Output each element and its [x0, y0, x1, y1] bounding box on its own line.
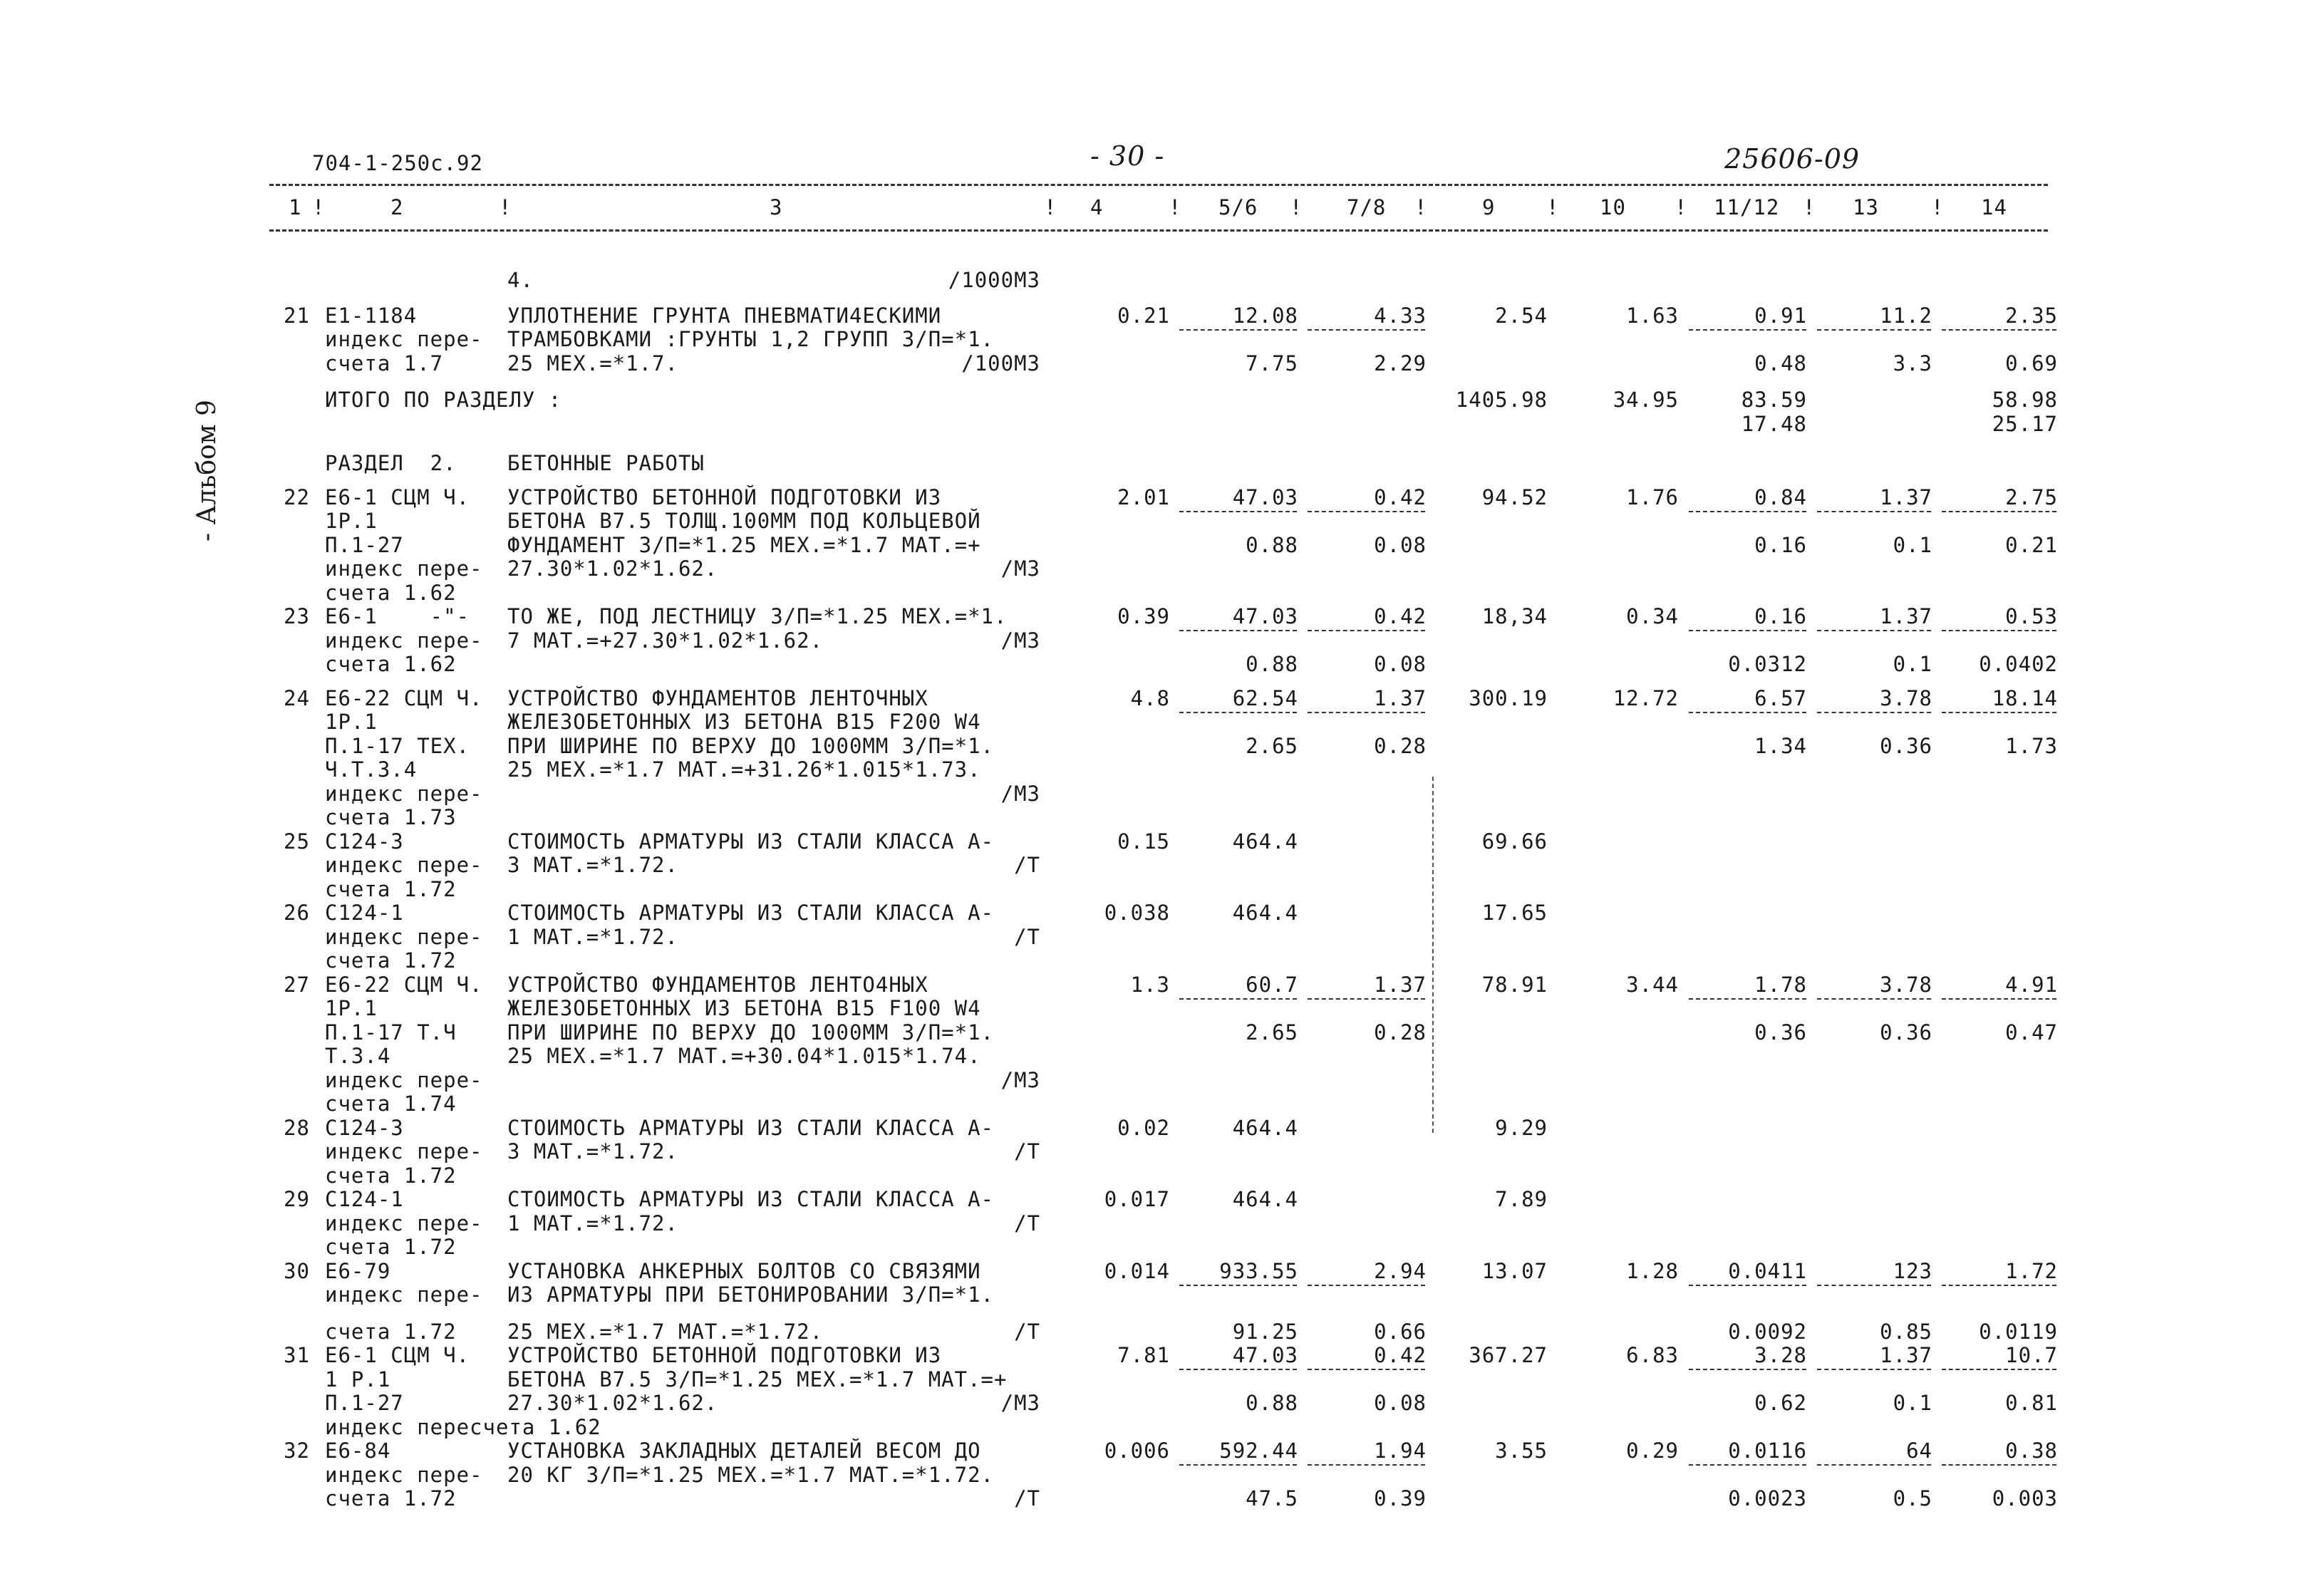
labor-total-cell: 0.38 [2005, 1439, 2058, 1463]
code-cell: ИТОГО ПО РАЗДЕЛУ : [325, 388, 562, 412]
description-cell: ЖЕЛЕЗОБЕТОННЫХ ИЗ БЕТОНА В15 F200 W4 [507, 710, 981, 734]
machine-total-cell: 0.0411 [1728, 1258, 1807, 1283]
column-separator: ! [1414, 195, 1428, 219]
row-number: 29 [284, 1187, 310, 1211]
description-cell: 20 КГ З/П=*1.25 МЕХ.=*1.7 МАТ.=*1.72. [507, 1462, 995, 1487]
unit-cost-cell: 2.65 [1246, 733, 1298, 758]
machine-cost-cell: 0.42 [1374, 1343, 1427, 1367]
description-cell: ПРИ ШИРИНЕ ПО ВЕРХУ ДО 1000ММ З/П=*1. [507, 1020, 995, 1045]
unit-cell: /М3 [1000, 1391, 1040, 1415]
description-cell: 25 МЕХ.=*1.7 МАТ.=*1.72. [507, 1319, 824, 1344]
fraction-rule [1308, 1369, 1425, 1370]
labor-total-cell: 0.003 [1992, 1486, 2058, 1510]
code-cell: Ч.Т.3.4 [325, 757, 418, 782]
machine-cost-cell: 0.42 [1374, 604, 1427, 628]
fraction-rule [1942, 712, 2056, 713]
fraction-rule [1308, 329, 1425, 331]
machine-total-cell: 17.48 [1741, 411, 1807, 436]
description-cell: СТОИМОСТЬ АРМАТУРЫ ИЗ СТАЛИ КЛАССА А- [507, 901, 995, 925]
description-cell: 1 МАТ.=*1.72. [507, 1211, 678, 1235]
row-number: 23 [284, 604, 310, 628]
unit-cell: /М3 [1000, 628, 1040, 653]
unit-cell: /Т [1014, 853, 1040, 877]
fraction-rule [1942, 329, 2056, 331]
code-cell: индекс пере- [325, 556, 483, 581]
labor-cell: 1.37 [1880, 604, 1932, 628]
code-cell: 1 Р.1 [325, 1367, 391, 1392]
description-cell: УСТРОЙСТВО БЕТОННОЙ ПОДГОТОВКИ ИЗ [507, 1343, 942, 1367]
fraction-rule [1179, 511, 1297, 512]
code-cell: Е6-22 СЦМ Ч. [325, 972, 483, 997]
code-cell: Е6-1 СЦМ Ч. [325, 1343, 470, 1367]
column-header-14: 14 [1981, 195, 2007, 219]
salary-cell: 1.28 [1626, 1258, 1679, 1283]
header-rule-bottom [269, 229, 2048, 232]
fraction-rule [1308, 712, 1425, 713]
fraction-rule [1817, 998, 1931, 1000]
column-separator: ! [1044, 195, 1057, 219]
unit-cost-cell: 464.4 [1232, 1187, 1298, 1211]
fraction-rule [1179, 998, 1297, 1000]
fraction-rule [1689, 1285, 1806, 1286]
description-cell: 25 МЕХ.=*1.7. [507, 351, 678, 375]
unit-cell: /М3 [1000, 781, 1040, 806]
description-cell: 25 МЕХ.=*1.7 МАТ.=+31.26*1.015*1.73. [507, 757, 981, 782]
total-cost-cell: 94.52 [1481, 484, 1548, 509]
machine-cost-cell: 0.42 [1374, 484, 1427, 509]
labor-cell: 0.1 [1893, 652, 1932, 676]
code-cell: Е1-1184 [325, 303, 418, 328]
machine-total-cell: 0.62 [1754, 1391, 1807, 1415]
labor-total-cell: 0.81 [2005, 1391, 2058, 1415]
total-cost-cell: 1405.98 [1455, 388, 1548, 412]
fraction-rule [1817, 511, 1931, 512]
labor-total-cell: 10.7 [2005, 1343, 2058, 1367]
fraction-rule [1179, 1464, 1297, 1466]
machine-cost-cell: 1.37 [1374, 685, 1427, 710]
code-cell: 1Р.1 [325, 509, 378, 533]
labor-total-cell: 0.0119 [1979, 1319, 2058, 1344]
labor-cell: 11.2 [1880, 303, 1932, 328]
code-cell: Т.3.4 [325, 1044, 391, 1068]
description-cell: УСТРОЙСТВО ФУНДАМЕНТОВ ЛЕНТОЧНЫХ [507, 685, 928, 710]
machine-cost-cell: 0.08 [1374, 652, 1427, 676]
column-header-2: 2 [390, 195, 404, 219]
total-cost-cell: 17.65 [1481, 901, 1548, 925]
code-cell: Е6-1 -"- [325, 604, 470, 628]
column-header-4: 4 [1090, 195, 1104, 219]
unit-cost-cell: 47.03 [1232, 484, 1298, 509]
total-cost-cell: 2.54 [1495, 303, 1548, 328]
unit-cost-cell: 47.03 [1232, 1343, 1298, 1367]
labor-cell: 0.1 [1893, 532, 1932, 557]
total-cost-cell: 7.89 [1495, 1187, 1548, 1211]
labor-cell: 3.78 [1880, 685, 1932, 710]
fraction-rule [1179, 630, 1297, 631]
column-header-13: 13 [1853, 195, 1879, 219]
code-cell: Е6-84 [325, 1439, 391, 1463]
machine-total-cell: 83.59 [1741, 388, 1807, 412]
quantity-cell: 0.39 [1117, 604, 1170, 628]
code-cell: Е6-1 СЦМ Ч. [325, 484, 470, 509]
fraction-rule [1817, 712, 1931, 713]
fraction-rule [1179, 712, 1297, 713]
column-header-10: 10 [1600, 195, 1626, 219]
labor-cell: 1.37 [1880, 484, 1932, 509]
machine-cost-cell: 1.94 [1374, 1439, 1427, 1463]
quantity-cell: 0.15 [1117, 829, 1170, 854]
unit-cost-cell: 62.54 [1232, 685, 1298, 710]
total-cost-cell: 18,34 [1481, 604, 1548, 628]
description-cell: 27.30*1.02*1.62. [507, 1391, 718, 1415]
salary-cell: 0.29 [1626, 1439, 1679, 1463]
album-side-label: - Альбом 9 [192, 399, 222, 542]
code-cell: счета 1.62 [325, 652, 457, 676]
code-cell: счета 1.62 [325, 580, 457, 605]
unit-cell: /М3 [1000, 1067, 1040, 1092]
description-cell: БЕТОНА В7.5 З/П=*1.25 МЕХ.=*1.7 МАТ.=+ [507, 1367, 1008, 1392]
machine-cost-cell: 0.08 [1374, 1391, 1427, 1415]
description-cell: ТО ЖЕ, ПОД ЛЕСТНИЦУ З/П=*1.25 МЕХ.=*1. [507, 604, 1008, 628]
labor-total-cell: 25.17 [1992, 411, 2058, 436]
code-cell: 1Р.1 [325, 996, 378, 1020]
unit-cost-cell: 12.08 [1232, 303, 1298, 328]
description-cell: УПЛОТНЕНИЕ ГРУНТА ПНЕВМАТИ4ЕСКИМИ [507, 303, 942, 328]
description-cell: УСТАНОВКА АНКЕРНЫХ БОЛТОВ СО СВЯЗЯМИ [507, 1258, 981, 1283]
row-number: 25 [284, 829, 310, 854]
machine-total-cell: 0.0116 [1728, 1439, 1807, 1463]
salary-cell: 0.34 [1626, 604, 1679, 628]
unit-cell: /Т [1014, 1139, 1040, 1164]
labor-total-cell: 0.0402 [1979, 652, 2058, 676]
quantity-cell: 0.006 [1104, 1439, 1170, 1463]
column-header-5-6: 5/6 [1218, 195, 1258, 219]
column-header-7-8: 7/8 [1347, 195, 1387, 219]
labor-total-cell: 0.21 [2005, 532, 2058, 557]
salary-cell: 12.72 [1613, 685, 1679, 710]
fraction-rule [1942, 1464, 2056, 1466]
total-cost-cell: 13.07 [1481, 1258, 1548, 1283]
code-cell: индекс пере- [325, 853, 483, 877]
total-cost-cell: 367.27 [1469, 1343, 1548, 1367]
fraction-rule [1179, 1369, 1297, 1370]
machine-cost-cell: 0.28 [1374, 1020, 1427, 1045]
machine-cost-cell: 2.29 [1374, 351, 1427, 375]
code-cell: П.1-27 [325, 532, 404, 557]
fraction-rule [1817, 1285, 1931, 1286]
quantity-cell: 0.038 [1104, 901, 1170, 925]
row-number: 31 [284, 1343, 310, 1367]
row-number: 22 [284, 484, 310, 509]
quantity-cell: 0.014 [1104, 1258, 1170, 1283]
labor-cell: 0.36 [1880, 1020, 1932, 1045]
fraction-rule [1689, 329, 1806, 331]
labor-total-cell: 18.14 [1992, 685, 2058, 710]
description-cell: БЕТОНА В7.5 ТОЛЩ.100ММ ПОД КОЛЬЦЕВОЙ [507, 509, 981, 533]
code-cell: счета 1.72 [325, 948, 457, 973]
description-cell: ЖЕЛЕЗОБЕТОННЫХ ИЗ БЕТОНА В15 F100 W4 [507, 996, 981, 1020]
column-header-9: 9 [1482, 195, 1496, 219]
unit-cost-cell: 60.7 [1246, 972, 1298, 997]
row-number: 30 [284, 1258, 310, 1283]
document-code: 704-1-250с.92 [312, 151, 483, 175]
description-cell: СТОИМОСТЬ АРМАТУРЫ ИЗ СТАЛИ КЛАССА А- [507, 1187, 995, 1211]
code-cell: индекс пере- [325, 781, 483, 806]
code-cell: счета 1.72 [325, 876, 457, 901]
fraction-rule [1308, 1285, 1425, 1286]
salary-cell: 1.63 [1626, 303, 1679, 328]
labor-cell: 64 [1906, 1439, 1932, 1463]
fraction-rule [1942, 1285, 2056, 1286]
quantity-cell: 1.3 [1130, 972, 1170, 997]
code-cell: РАЗДЕЛ 2. [325, 451, 457, 475]
fraction-rule [1689, 511, 1806, 512]
description-cell: БЕТОННЫЕ РАБОТЫ [507, 451, 705, 475]
description-cell: СТОИМОСТЬ АРМАТУРЫ ИЗ СТАЛИ КЛАССА А- [507, 1115, 995, 1140]
fraction-rule [1817, 1464, 1931, 1466]
fraction-rule [1817, 630, 1931, 631]
description-cell: УСТРОЙСТВО БЕТОННОЙ ПОДГОТОВКИ ИЗ [507, 484, 942, 509]
code-cell: Е6-79 [325, 1258, 391, 1283]
machine-total-cell: 0.0092 [1728, 1319, 1807, 1344]
code-cell: счета 1.7 [325, 351, 444, 375]
column-header-1: 1 [289, 195, 302, 219]
column-separator: ! [1803, 195, 1816, 219]
row-number: 21 [284, 303, 310, 328]
labor-total-cell: 58.98 [1992, 388, 2058, 412]
quantity-cell: 0.02 [1117, 1115, 1170, 1140]
column-separator: ! [1169, 195, 1182, 219]
labor-total-cell: 4.91 [2005, 972, 2058, 997]
code-cell: счета 1.72 [325, 1319, 457, 1344]
code-cell: П.1-17 Т.Ч [325, 1020, 457, 1045]
total-cost-cell: 9.29 [1495, 1115, 1548, 1140]
labor-total-cell: 0.47 [2005, 1020, 2058, 1045]
fraction-rule [1308, 998, 1425, 1000]
quantity-cell: 2.01 [1117, 484, 1170, 509]
unit-cost-cell: 592.44 [1219, 1439, 1298, 1463]
unit-cost-cell: 0.88 [1246, 1391, 1298, 1415]
description-cell: ТРАМБОВКАМИ :ГРУНТЫ 1,2 ГРУПП З/П=*1. [507, 327, 995, 351]
unit-cost-cell: 47.03 [1232, 604, 1298, 628]
document-number: 25606-09 [1724, 143, 1860, 175]
code-cell: индекс пере- [325, 327, 483, 351]
column-separator: ! [499, 195, 512, 219]
fraction-rule [1308, 511, 1425, 512]
fraction-rule [1179, 329, 1297, 331]
column-header-11-12: 11/12 [1714, 195, 1780, 219]
column-header-3: 3 [770, 195, 783, 219]
description-cell: УСТАНОВКА ЗАКЛАДНЫХ ДЕТАЛЕЙ ВЕСОМ ДО [507, 1439, 981, 1463]
code-cell: индекс пере- [325, 628, 483, 653]
code-cell: индекс пере- [325, 1067, 483, 1092]
labor-cell: 0.1 [1893, 1391, 1932, 1415]
description-cell: 3 МАТ.=*1.72. [507, 1139, 678, 1164]
machine-total-cell: 0.48 [1754, 351, 1807, 375]
machine-total-cell: 1.34 [1754, 733, 1807, 758]
total-cost-cell: 78.91 [1481, 972, 1548, 997]
row-number: 27 [284, 972, 310, 997]
machine-total-cell: 0.16 [1754, 604, 1807, 628]
unit-cell: /Т [1014, 924, 1040, 949]
machine-total-cell: 0.0023 [1728, 1486, 1807, 1510]
page-number: - 30 - [1090, 140, 1165, 172]
row-number: 32 [284, 1439, 310, 1463]
fraction-rule [1689, 630, 1806, 631]
description-cell: УСТРОЙСТВО ФУНДАМЕНТОВ ЛЕНТО4НЫХ [507, 972, 928, 997]
unit-cost-cell: 464.4 [1232, 829, 1298, 854]
machine-total-cell: 0.16 [1754, 532, 1807, 557]
unit-cost-cell: 464.4 [1232, 901, 1298, 925]
labor-total-cell: 2.75 [2005, 484, 2058, 509]
fraction-rule [1817, 329, 1931, 331]
salary-cell: 1.76 [1626, 484, 1679, 509]
labor-total-cell: 0.69 [2005, 351, 2058, 375]
salary-cell: 6.83 [1626, 1343, 1679, 1367]
description-cell: СТОИМОСТЬ АРМАТУРЫ ИЗ СТАЛИ КЛАССА А- [507, 829, 995, 854]
labor-total-cell: 0.53 [2005, 604, 2058, 628]
unit-cost-cell: 7.75 [1246, 351, 1298, 375]
code-cell: счета 1.72 [325, 1486, 457, 1510]
code-cell: С124-1 [325, 1187, 404, 1211]
code-cell: счета 1.73 [325, 805, 457, 829]
fraction-rule [1179, 1285, 1297, 1286]
machine-total-cell: 0.91 [1754, 303, 1807, 328]
salary-cell: 3.44 [1626, 972, 1679, 997]
total-cost-cell: 3.55 [1495, 1439, 1548, 1463]
fraction-rule [1308, 1464, 1425, 1466]
machine-total-cell: 0.0312 [1728, 652, 1807, 676]
unit-cost-cell: 464.4 [1232, 1115, 1298, 1140]
code-cell: счета 1.72 [325, 1235, 457, 1259]
quantity-cell: 4.8 [1130, 685, 1170, 710]
machine-cost-cell: 0.28 [1374, 733, 1427, 758]
fraction-rule [1689, 712, 1806, 713]
row-number: 24 [284, 685, 310, 710]
code-cell: индекс пере- [325, 1282, 483, 1307]
labor-cell: 123 [1893, 1258, 1932, 1283]
quantity-cell: 0.017 [1104, 1187, 1170, 1211]
column-divider [1432, 777, 1434, 1133]
labor-cell: 0.36 [1880, 733, 1932, 758]
fraction-rule [1817, 1369, 1931, 1370]
code-cell: индекс пересчета 1.62 [325, 1414, 601, 1439]
description-cell: 1 МАТ.=*1.72. [507, 924, 678, 949]
code-cell: П.1-27 [325, 1391, 404, 1415]
machine-total-cell: 6.57 [1754, 685, 1807, 710]
code-cell: С124-3 [325, 829, 404, 854]
code-cell: Е6-22 СЦМ Ч. [325, 685, 483, 710]
unit-cell: /Т [1014, 1211, 1040, 1235]
unit-cell: /Т [1014, 1486, 1040, 1510]
code-cell: С124-1 [325, 901, 404, 925]
labor-cell: 0.85 [1880, 1319, 1932, 1344]
machine-total-cell: 0.36 [1754, 1020, 1807, 1045]
quantity-cell: 7.81 [1117, 1343, 1170, 1367]
machine-cost-cell: 0.08 [1374, 532, 1427, 557]
description-cell: ПРИ ШИРИНЕ ПО ВЕРХУ ДО 1000ММ З/П=*1. [507, 733, 995, 758]
fraction-rule [1942, 511, 2056, 512]
column-separator: ! [312, 195, 326, 219]
code-cell: индекс пере- [325, 1211, 483, 1235]
description-cell: 25 МЕХ.=*1.7 МАТ.=+30.04*1.015*1.74. [507, 1044, 981, 1068]
machine-cost-cell: 1.37 [1374, 972, 1427, 997]
row-number: 28 [284, 1115, 310, 1140]
machine-total-cell: 1.78 [1754, 972, 1807, 997]
machine-total-cell: 0.84 [1754, 484, 1807, 509]
code-cell: счета 1.74 [325, 1092, 457, 1116]
code-cell: индекс пере- [325, 924, 483, 949]
labor-total-cell: 1.72 [2005, 1258, 2058, 1283]
column-separator: ! [1546, 195, 1560, 219]
unit-cost-cell: 91.25 [1232, 1319, 1298, 1344]
column-separator: ! [1675, 195, 1688, 219]
code-cell: 1Р.1 [325, 710, 378, 734]
unit-cost-cell: 2.65 [1246, 1020, 1298, 1045]
unit-cell: /100М3 [961, 351, 1040, 375]
quantity-cell: 0.21 [1117, 303, 1170, 328]
code-cell: индекс пере- [325, 1462, 483, 1487]
description-cell: 3 МАТ.=*1.72. [507, 853, 678, 877]
unit-cell: /Т [1014, 1319, 1040, 1344]
code-cell: П.1-17 ТЕХ. [325, 733, 470, 758]
machine-cost-cell: 2.94 [1374, 1258, 1427, 1283]
labor-total-cell: 2.35 [2005, 303, 2058, 328]
fraction-rule [1942, 1369, 2056, 1370]
fraction-rule [1942, 630, 2056, 631]
description-cell: ФУНДАМЕНТ З/П=*1.25 МЕХ.=*1.7 МАТ.=+ [507, 532, 981, 557]
unit-cost-cell: 0.88 [1246, 532, 1298, 557]
code-cell: индекс пере- [325, 1139, 483, 1164]
fraction-rule [1689, 1369, 1806, 1370]
labor-cell: 1.37 [1880, 1343, 1932, 1367]
total-cost-cell: 300.19 [1469, 685, 1548, 710]
code-cell: счета 1.72 [325, 1163, 457, 1188]
machine-cost-cell: 0.39 [1374, 1486, 1427, 1510]
fraction-rule [1689, 1464, 1806, 1466]
description-cell: ИЗ АРМАТУРЫ ПРИ БЕТОНИРОВАНИИ З/П=*1. [507, 1282, 995, 1307]
machine-total-cell: 3.28 [1754, 1343, 1807, 1367]
column-separator: ! [1290, 195, 1303, 219]
description-cell: 7 МАТ.=+27.30*1.02*1.62. [507, 628, 824, 653]
unit-cost-cell: 933.55 [1219, 1258, 1298, 1283]
description-cell: 27.30*1.02*1.62. [507, 556, 718, 581]
salary-cell: 34.95 [1613, 388, 1679, 412]
labor-cell: 3.78 [1880, 972, 1932, 997]
unit-cell: /1000М3 [948, 268, 1040, 292]
labor-cell: 3.3 [1893, 351, 1932, 375]
fraction-rule [1689, 998, 1806, 1000]
header-rule-top [269, 184, 2048, 186]
code-cell: С124-3 [325, 1115, 404, 1140]
machine-cost-cell: 4.33 [1374, 303, 1427, 328]
unit-cost-cell: 47.5 [1246, 1486, 1298, 1510]
column-separator: ! [1931, 195, 1945, 219]
unit-cost-cell: 0.88 [1246, 652, 1298, 676]
fraction-rule [1308, 630, 1425, 631]
labor-total-cell: 1.73 [2005, 733, 2058, 758]
unit-cell: /М3 [1000, 556, 1040, 581]
description-cell: 4. [507, 268, 534, 292]
total-cost-cell: 69.66 [1481, 829, 1548, 854]
machine-cost-cell: 0.66 [1374, 1319, 1427, 1344]
labor-cell: 0.5 [1893, 1486, 1932, 1510]
row-number: 26 [284, 901, 310, 925]
fraction-rule [1942, 998, 2056, 1000]
